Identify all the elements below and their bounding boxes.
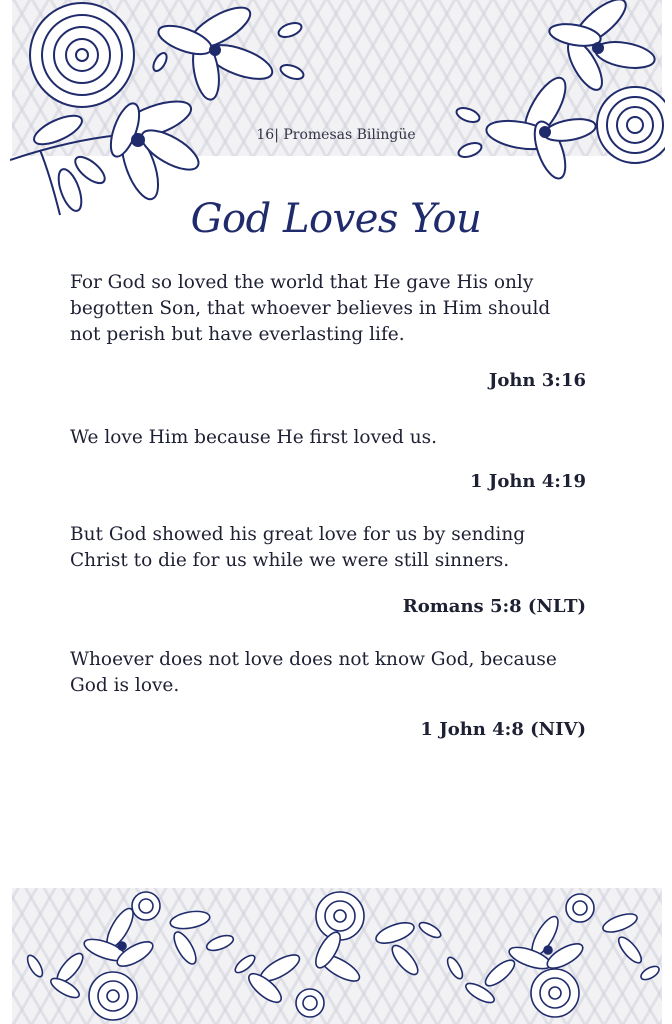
flower-cluster-right-icon (450, 0, 665, 180)
floral-border-top-right (450, 0, 665, 180)
flower-row-icon (10, 888, 662, 1024)
verse-text: Whoever does not love does not know God, because God is love. (70, 649, 557, 696)
verse-reference: 1 John 4:19 (470, 471, 586, 492)
page-title: God Loves You (190, 196, 482, 242)
verse-text: For God so loved the world that He gave His only begotten Son, that whoever believes in Him should not perish but have everlasting life. (70, 272, 551, 345)
verse-text: But God showed his great love for us by sending Christ to die for us while we were still sinners. (70, 524, 526, 571)
verse-reference: 1 John 4:8 (NIV) (420, 719, 586, 740)
verse-list (70, 270, 586, 740)
floral-border-bottom (10, 888, 662, 1024)
page-edge-right (664, 0, 672, 1024)
page-header (0, 127, 672, 143)
page-header-text: 16| Promesas Bilingüe (256, 127, 416, 143)
verse-text: We love Him because He first loved us. (70, 427, 437, 448)
verse-reference: Romans 5:8 (NLT) (402, 596, 586, 617)
floral-border-top (10, 0, 310, 225)
flower-cluster-left-icon (10, 0, 310, 225)
verse-reference: John 3:16 (488, 370, 586, 391)
